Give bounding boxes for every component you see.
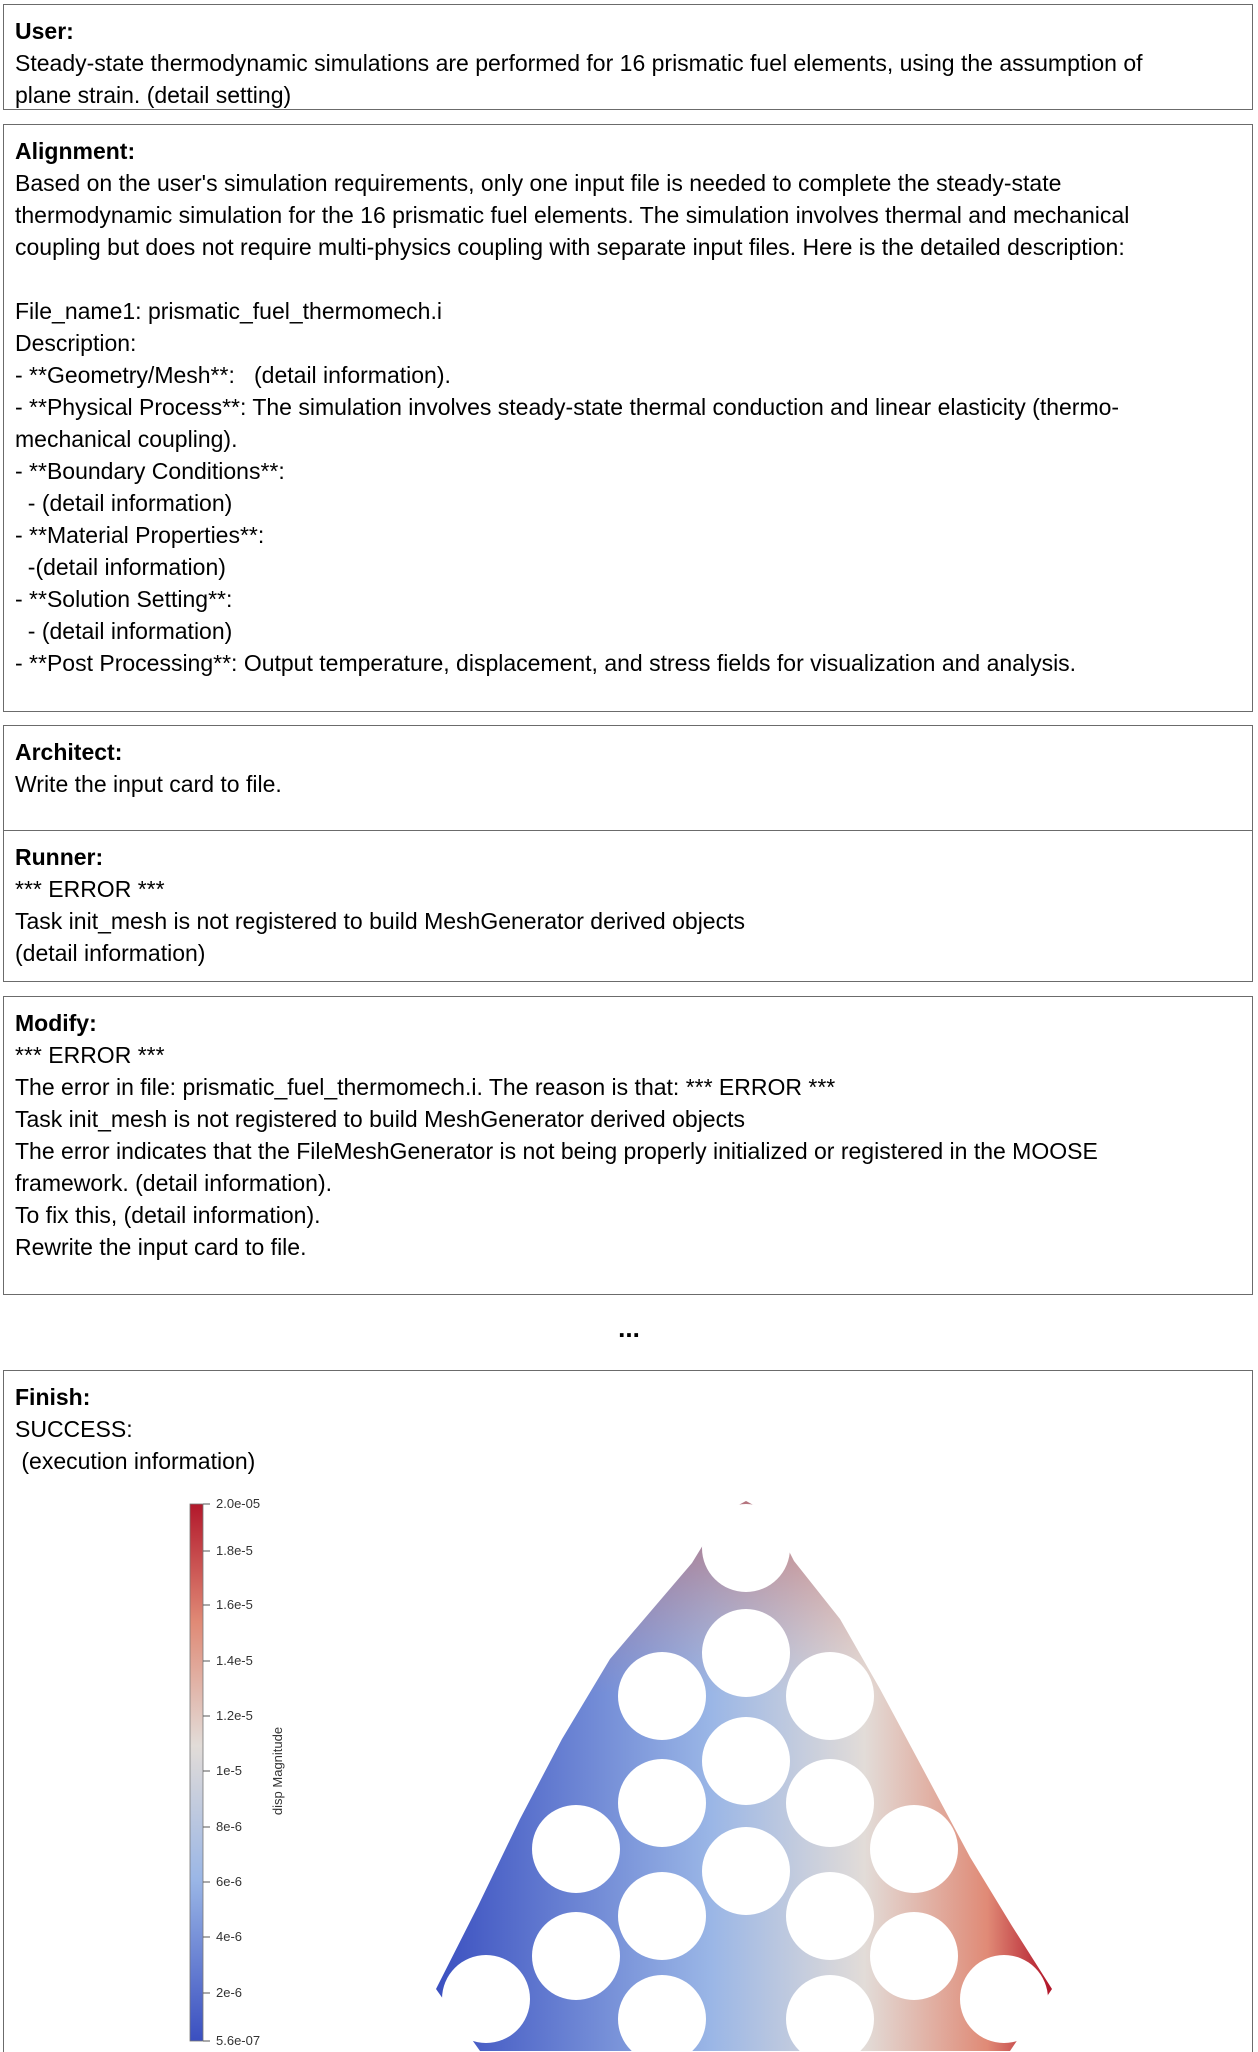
finish-message-box	[3, 1370, 1253, 2052]
alignment-line: coupling but does not require multi-physics coupling with separate input files. Here is the detailed description:	[15, 234, 1125, 260]
coolant-hole	[786, 1759, 874, 1847]
displacement-visualization	[4, 1371, 1252, 2051]
runner-line: Task init_mesh is not registered to build MeshGenerator derived objects	[15, 908, 745, 934]
user-line: Steady-state thermodynamic simulations are performed for 16 prismatic fuel elements, using the assumption of	[15, 50, 1143, 76]
colorbar-tick-label: 2e-6	[216, 1985, 243, 2000]
modify-line: The error indicates that the FileMeshGenerator is not being properly initialized or registered in the MOOSE	[15, 1138, 1098, 1164]
modify-line: Rewrite the input card to file.	[15, 1234, 307, 1260]
modify-line: *** ERROR ***	[15, 1042, 165, 1068]
modify-line: To fix this, (detail information).	[15, 1202, 321, 1228]
alignment-line: - **Solution Setting**:	[15, 586, 233, 612]
continuation-ellipsis: ...	[618, 1313, 640, 1343]
colorbar-tick-label: 4e-6	[216, 1929, 243, 1944]
colorbar-tick-label: 1e-5	[216, 1763, 243, 1778]
coolant-hole	[702, 1717, 790, 1805]
architect-message-box	[3, 725, 1253, 831]
coolant-hole	[702, 1504, 790, 1592]
colorbar-tick-label: 2.0e-05	[216, 1496, 261, 1511]
coolant-hole	[618, 1759, 706, 1847]
alignment-line: - **Geometry/Mesh**: (detail information).	[15, 362, 451, 388]
alignment-line: - **Physical Process**: The simulation involves steady-state thermal conduction and linear elasticity (thermo-	[15, 394, 1120, 420]
alignment-line: - (detail information)	[15, 618, 233, 644]
finish-line: (execution information)	[15, 1448, 256, 1474]
colorbar-tick-label: 1.8e-5	[216, 1543, 253, 1558]
alignment-line: - **Material Properties**:	[15, 522, 265, 548]
alignment-line: mechanical coupling).	[15, 426, 238, 452]
colorbar-tick-label: 6e-6	[216, 1874, 243, 1889]
coolant-hole	[786, 1652, 874, 1740]
alignment-line: - **Boundary Conditions**:	[15, 458, 285, 484]
coolant-hole	[618, 1652, 706, 1740]
colorbar-tick-label: 1.6e-5	[216, 1597, 253, 1612]
alignment-line: Based on the user's simulation requirements, only one input file is needed to complete the steady-state	[15, 170, 1062, 196]
runner-line: *** ERROR ***	[15, 876, 165, 902]
coolant-hole	[532, 1912, 620, 2000]
architect-title: Architect:	[15, 739, 123, 765]
user-line: plane strain. (detail setting)	[15, 82, 292, 108]
modify-message-box	[3, 996, 1253, 1295]
colorbar-ticks	[203, 1496, 260, 2048]
modify-line: The error in file: prismatic_fuel_thermomech.i. The reason is that: *** ERROR ***	[15, 1074, 836, 1100]
runner-message-box	[3, 830, 1253, 982]
architect-line: Write the input card to file.	[15, 771, 282, 797]
coolant-hole	[702, 1609, 790, 1697]
finish-line: SUCCESS:	[15, 1416, 133, 1442]
coolant-hole	[786, 1872, 874, 1960]
colorbar-label: disp Magnitude	[270, 1726, 285, 1816]
colorbar-tick-label: 1.4e-5	[216, 1653, 253, 1668]
colorbar	[190, 1504, 203, 2041]
runner-title: Runner:	[15, 844, 104, 870]
modify-line: Task init_mesh is not registered to build MeshGenerator derived objects	[15, 1106, 745, 1132]
coolant-hole	[870, 1805, 958, 1893]
user-title: User:	[15, 18, 74, 44]
coolant-hole	[618, 1872, 706, 1960]
colorbar-tick-label: 5.6e-07	[216, 2033, 261, 2048]
user-message-box	[3, 4, 1253, 110]
alignment-line: File_name1: prismatic_fuel_thermomech.i	[15, 298, 442, 324]
coolant-hole	[532, 1805, 620, 1893]
alignment-message-box	[3, 124, 1253, 712]
fuel-element-mesh	[436, 1501, 1052, 2051]
colorbar-tick-label: 8e-6	[216, 1819, 243, 1834]
alignment-line: -(detail information)	[15, 554, 226, 580]
colorbar-tick-label: 1.2e-5	[216, 1708, 253, 1723]
alignment-line: - (detail information)	[15, 490, 233, 516]
runner-line: (detail information)	[15, 940, 206, 966]
modify-title: Modify:	[15, 1010, 97, 1036]
alignment-line: Description:	[15, 330, 137, 356]
finish-title: Finish:	[15, 1384, 91, 1410]
alignment-line: - **Post Processing**: Output temperature, displacement, and stress fields for visualization and analysis.	[15, 650, 1077, 676]
coolant-hole	[960, 1955, 1048, 2043]
alignment-title: Alignment:	[15, 138, 136, 164]
alignment-line: thermodynamic simulation for the 16 prismatic fuel elements. The simulation involves thermal and mechanical	[15, 202, 1130, 228]
coolant-hole	[442, 1955, 530, 2043]
modify-line: framework. (detail information).	[15, 1170, 332, 1196]
coolant-hole	[702, 1827, 790, 1915]
alignment-blank-line	[15, 263, 1241, 295]
coolant-hole	[870, 1912, 958, 2000]
